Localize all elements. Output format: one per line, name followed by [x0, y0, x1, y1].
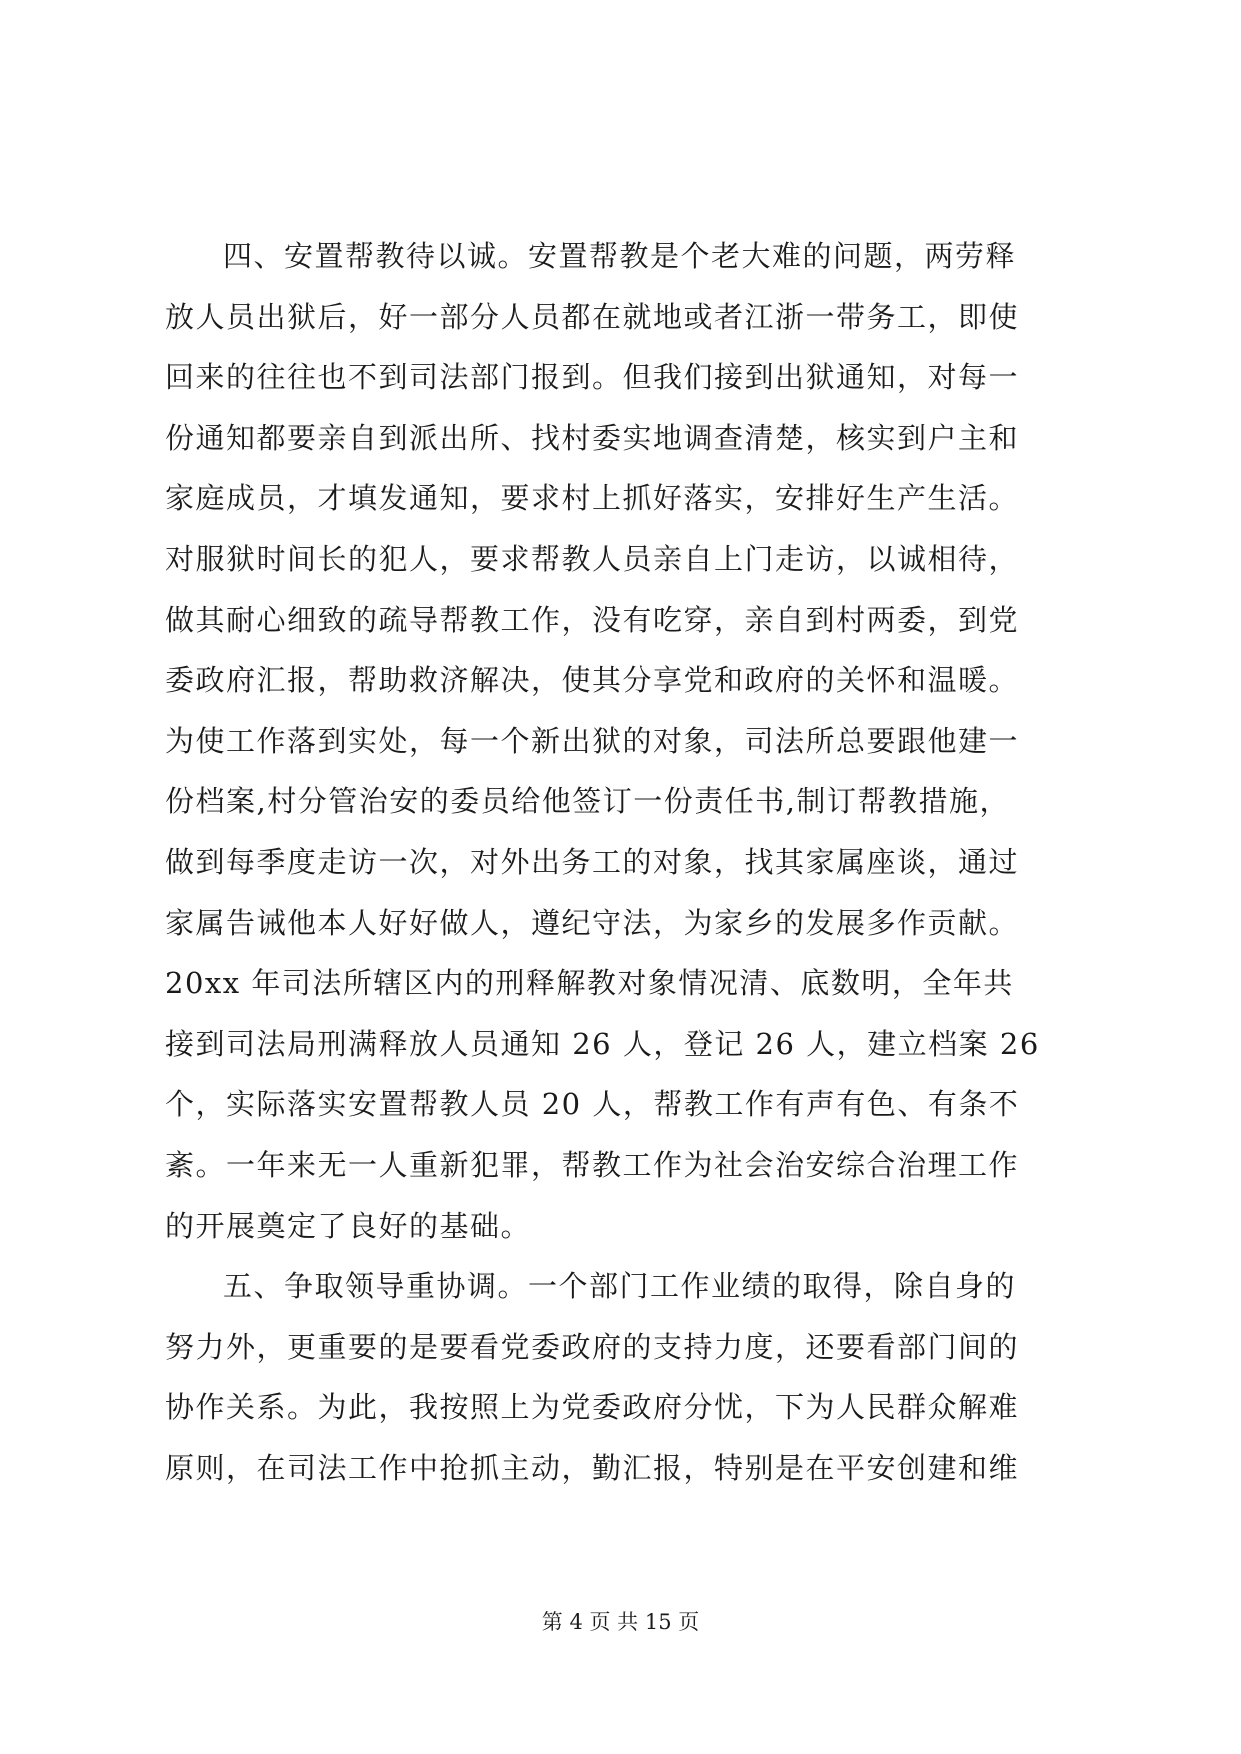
page-footer	[0, 1607, 1241, 1637]
text-line: 五、争取领导重协调。一个部门工作业绩的取得，除自身的	[223, 1269, 1017, 1304]
paragraph-section-four	[165, 226, 1080, 1256]
text-line: 20xx 年司法所辖区内的刑释解教对象情况清、底数明，全年共	[165, 966, 1014, 1001]
text-line: 的开展奠定了良好的基础。	[165, 1208, 532, 1243]
text-line: 对服狱时间长的犯人，要求帮教人员亲自上门走访，以诚相待，	[165, 541, 1020, 576]
text-line: 努力外，更重要的是要看党委政府的支持力度，还要看部门间的	[165, 1329, 1020, 1364]
paragraph-section-five	[165, 1256, 1080, 1498]
text-line: 接到司法局刑满释放人员通知 26 人，登记 26 人，建立档案 26	[165, 1026, 1040, 1061]
page-number-indicator: 第 4 页 共 15 页	[541, 1610, 700, 1634]
text-line: 回来的往往也不到司法部门报到。但我们接到出狱通知，对每一	[165, 360, 1020, 395]
text-line: 紊。一年来无一人重新犯罪，帮教工作为社会治安综合治理工作	[165, 1147, 1020, 1182]
text-line: 做到每季度走访一次，对外出务工的对象，找其家属座谈，通过	[165, 844, 1020, 879]
text-line: 四、安置帮教待以诚。安置帮教是个老大难的问题，两劳释	[223, 239, 1017, 273]
text-line: 协作关系。为此，我按照上为党委政府分忧，下为人民群众解难	[165, 1390, 1020, 1425]
text-line: 委政府汇报，帮助救济解决，使其分享党和政府的关怀和温暖。	[165, 663, 1020, 698]
document-body	[165, 226, 1080, 1498]
text-line: 做其耐心细致的疏导帮教工作，没有吃穿，亲自到村两委，到党	[165, 602, 1020, 637]
text-line: 份档案,村分管治安的委员给他签订一份责任书,制订帮教措施，	[165, 784, 1010, 819]
text-line: 家庭成员，才填发通知，要求村上抓好落实，安排好生产生活。	[165, 481, 1020, 516]
text-line: 放人员出狱后，好一部分人员都在就地或者江浙一带务工，即使	[165, 299, 1020, 334]
text-line: 份通知都要亲自到派出所、找村委实地调查清楚，核实到户主和	[165, 420, 1020, 455]
text-line: 原则，在司法工作中抢抓主动，勤汇报，特别是在平安创建和维	[165, 1450, 1020, 1485]
text-line: 个，实际落实安置帮教人员 20 人，帮教工作有声有色、有条不	[165, 1087, 1020, 1122]
text-line: 为使工作落到实处，每一个新出狱的对象，司法所总要跟他建一	[165, 723, 1020, 758]
text-line: 家属告诫他本人好好做人，遵纪守法，为家乡的发展多作贡献。	[165, 905, 1020, 940]
